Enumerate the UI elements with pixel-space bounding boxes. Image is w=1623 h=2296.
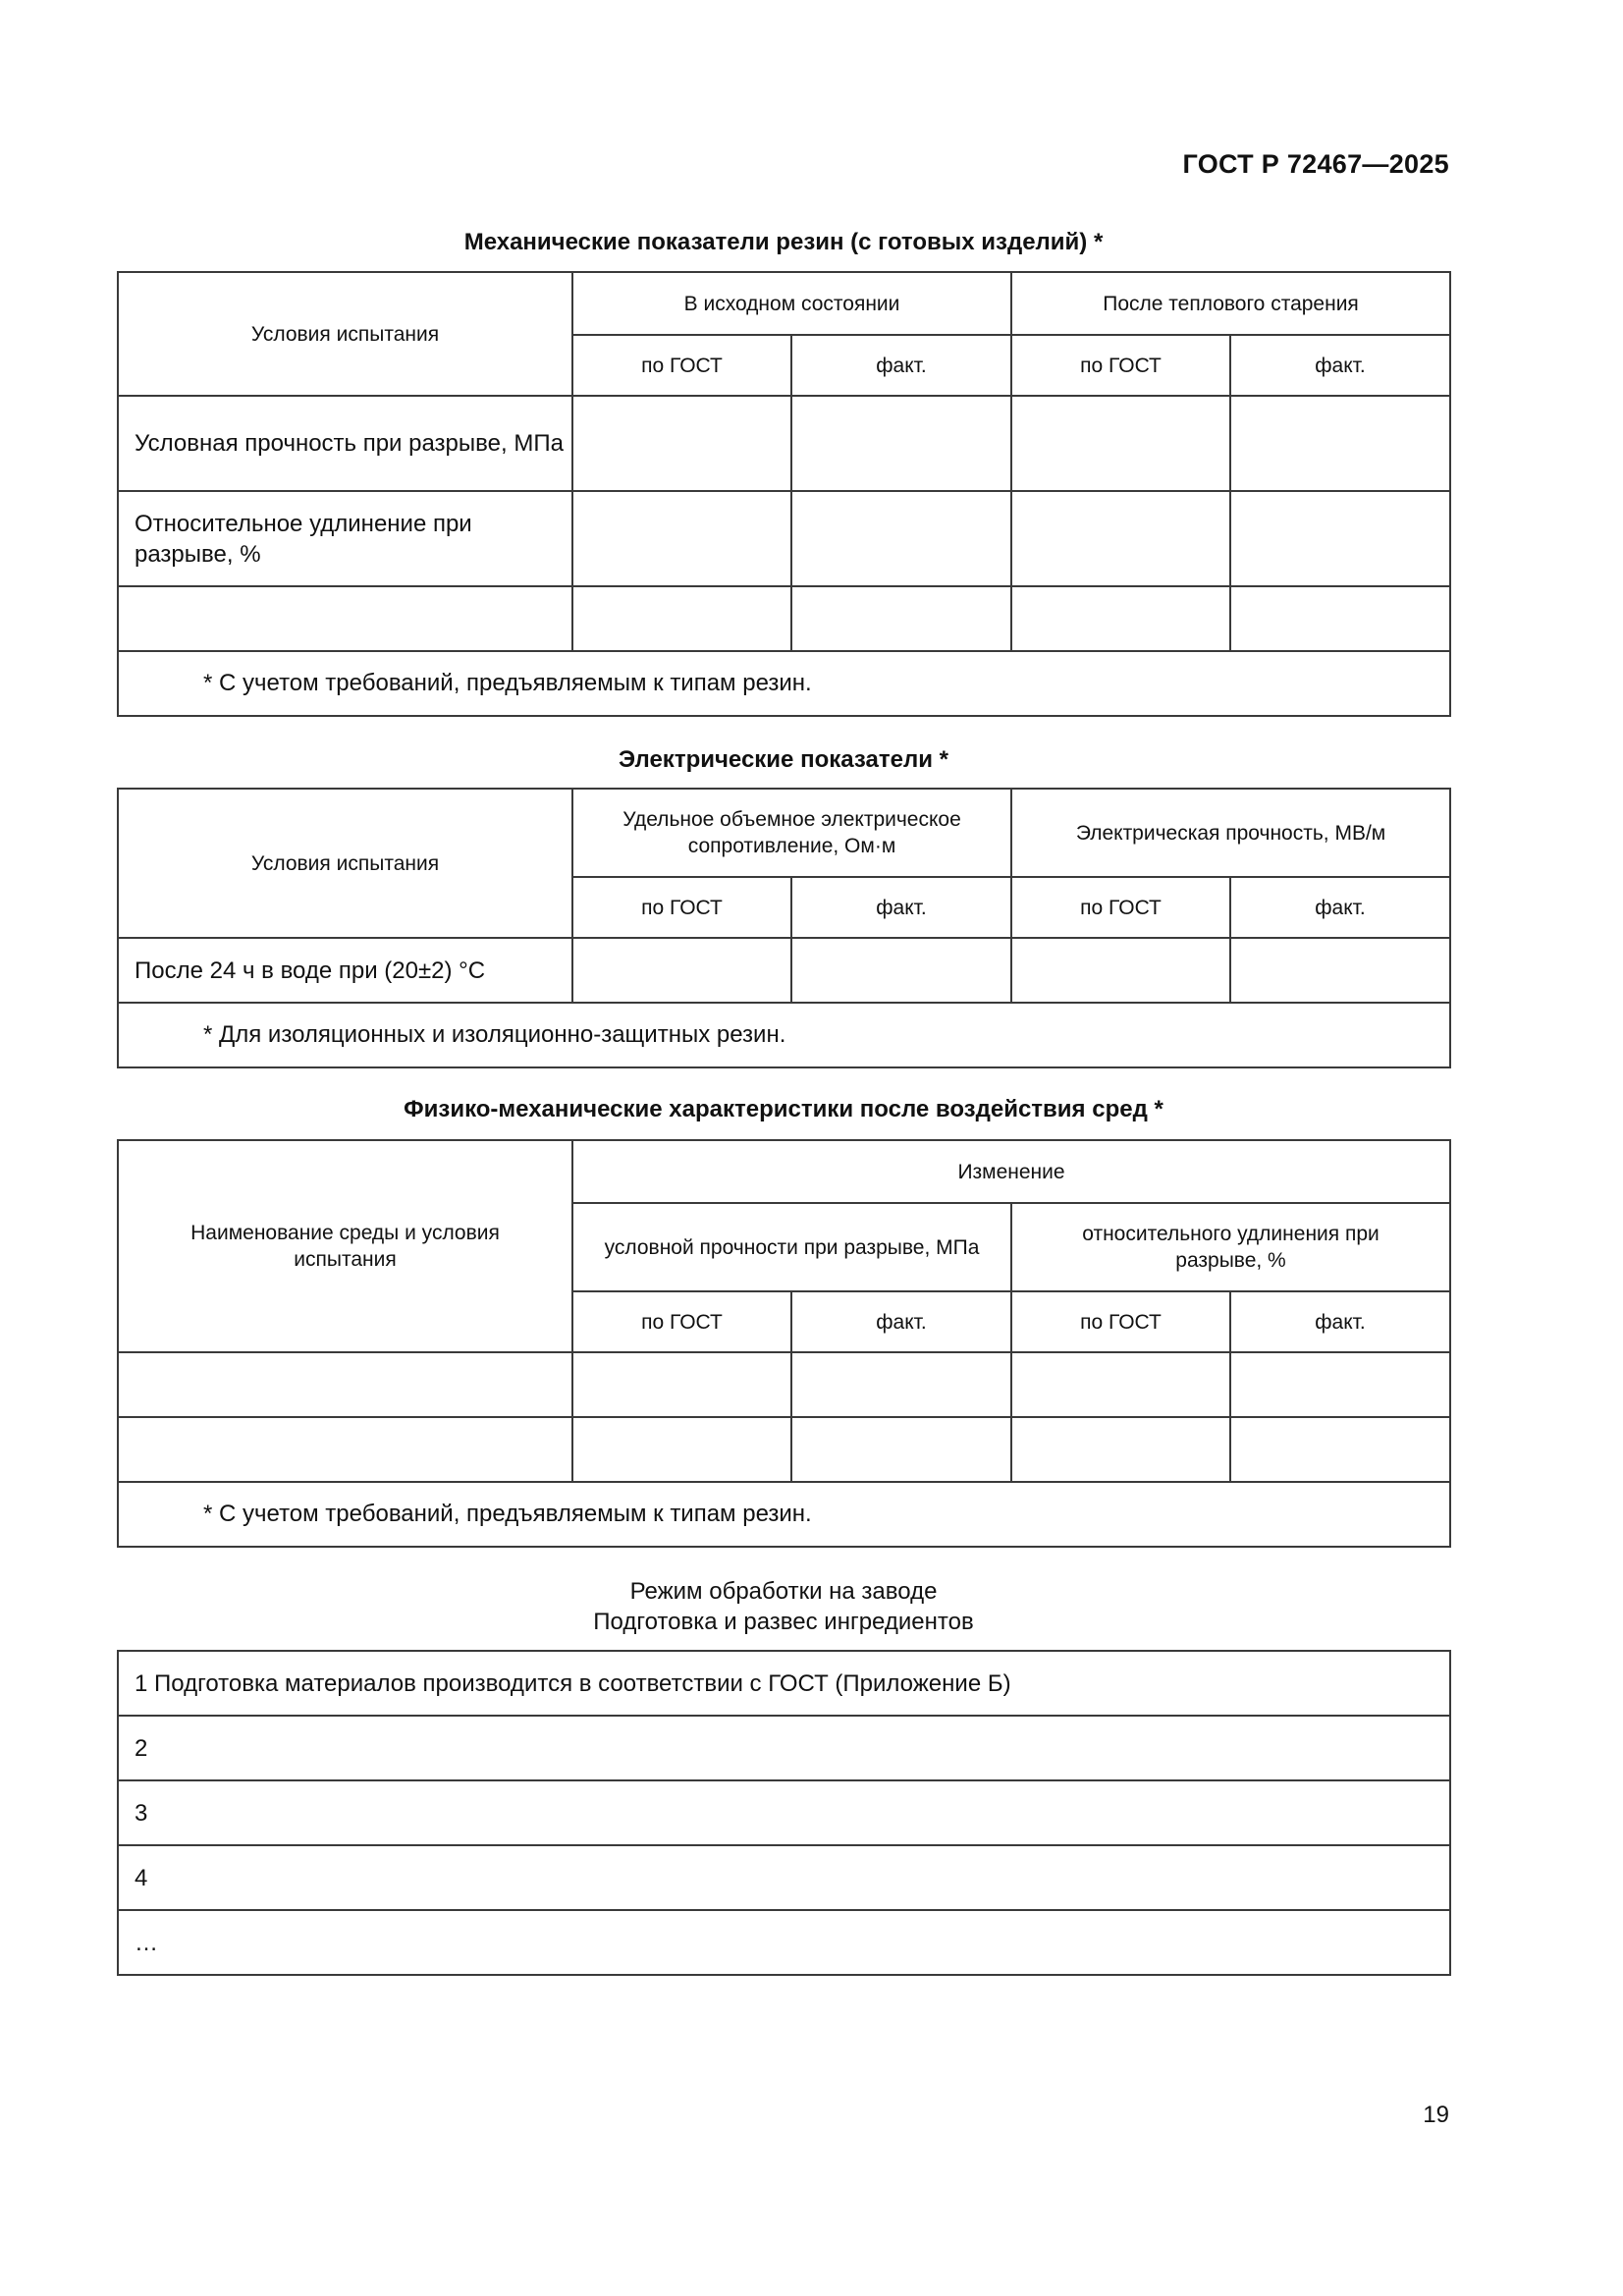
electrical-footnote: * Для изоляционных и изоляционно-защитных резин.: [118, 1003, 1450, 1067]
table-cell: [118, 1417, 572, 1482]
table-cell: [1011, 1417, 1230, 1482]
table-cell: [1011, 586, 1230, 651]
list-item: [118, 1845, 1450, 1910]
electrical-row-label: После 24 ч в воде при (20±2) °С: [118, 938, 572, 1003]
table-row: [118, 586, 1450, 651]
electrical-subheader-gost: по ГОСТ: [572, 877, 791, 938]
mechanical-row-label: [118, 586, 572, 651]
mechanical-table: [117, 271, 1451, 717]
table-row: [118, 1352, 1450, 1417]
physmech-header-change: Изменение: [572, 1140, 1450, 1203]
page-number: 19: [1423, 2102, 1449, 2128]
electrical-table-title: Электрические показатели *: [619, 746, 948, 773]
electrical-header-strength: Электрическая прочность, МВ/м: [1011, 789, 1450, 877]
table-cell: [791, 938, 1011, 1003]
mechanical-subheader-fact: факт.: [1230, 335, 1450, 396]
physmech-table-title: Физико-механические характеристики после воздействия сред *: [404, 1096, 1163, 1122]
mechanical-header-conditions: Условия испытания: [118, 272, 572, 396]
processing-step: 3: [118, 1780, 1450, 1845]
table-cell: [1230, 586, 1450, 651]
physmech-subheader-elongation: относительного удлинения при разрыве, %: [1011, 1203, 1450, 1291]
list-item: [118, 1910, 1450, 1975]
list-item: [118, 1780, 1450, 1845]
table-cell: [791, 396, 1011, 491]
table-row: [118, 938, 1450, 1003]
processing-title: Режим обработки на заводе: [629, 1578, 938, 1605]
electrical-subheader-fact: факт.: [791, 877, 1011, 938]
list-item: [118, 1716, 1450, 1780]
table-cell: [1230, 1417, 1450, 1482]
table-cell: [1011, 938, 1230, 1003]
table-cell: [1230, 491, 1450, 586]
table-cell: [791, 1417, 1011, 1482]
table-row: [118, 396, 1450, 491]
table-cell: [1230, 938, 1450, 1003]
table-cell: [791, 491, 1011, 586]
table-cell: [791, 586, 1011, 651]
physmech-subheader-strength: условной прочности при разрыве, МПа: [572, 1203, 1011, 1291]
processing-step: 4: [118, 1845, 1450, 1910]
table-cell: [1230, 396, 1450, 491]
processing-step: 1 Подготовка материалов производится в соответствии с ГОСТ (Приложение Б): [118, 1651, 1450, 1716]
table-cell: [572, 491, 791, 586]
table-cell: [572, 396, 791, 491]
physmech-subheader-fact: факт.: [791, 1291, 1011, 1352]
table-cell: [1011, 491, 1230, 586]
table-cell: [1011, 1352, 1230, 1417]
processing-step: 2: [118, 1716, 1450, 1780]
mechanical-subheader-gost: по ГОСТ: [1011, 335, 1230, 396]
electrical-subheader-fact: факт.: [1230, 877, 1450, 938]
electrical-subheader-gost: по ГОСТ: [1011, 877, 1230, 938]
mechanical-subheader-fact: факт.: [791, 335, 1011, 396]
table-cell: [572, 1352, 791, 1417]
standard-header: ГОСТ Р 72467—2025: [1182, 149, 1449, 179]
mechanical-footnote: * С учетом требований, предъявляемым к типам резин.: [118, 651, 1450, 716]
mechanical-row-label: Условная прочность при разрыве, МПа: [118, 396, 572, 491]
mechanical-row-label: Относительное удлинение при разрыве, %: [118, 491, 572, 586]
physmech-subheader-gost: по ГОСТ: [572, 1291, 791, 1352]
physmech-footnote: * С учетом требований, предъявляемым к типам резин.: [118, 1482, 1450, 1547]
table-cell: [572, 938, 791, 1003]
table-row: [118, 1417, 1450, 1482]
mechanical-header-initial: В исходном состоянии: [572, 272, 1011, 335]
electrical-header-resistivity: Удельное объемное электрическое сопротивление, Ом·м: [572, 789, 1011, 877]
physmech-header-medium: Наименование среды и условия испытания: [118, 1140, 572, 1352]
physmech-table: [117, 1139, 1451, 1548]
table-cell: [1011, 396, 1230, 491]
mechanical-subheader-gost: по ГОСТ: [572, 335, 791, 396]
table-cell: [118, 1352, 572, 1417]
table-cell: [572, 1417, 791, 1482]
table-cell: [791, 1352, 1011, 1417]
electrical-table: [117, 788, 1451, 1068]
mechanical-table-title: Механические показатели резин (с готовых изделий) *: [463, 229, 1104, 255]
list-item: [118, 1651, 1450, 1716]
electrical-header-conditions: Условия испытания: [118, 789, 572, 938]
processing-subtitle: Подготовка и развес ингредиентов: [593, 1609, 974, 1635]
physmech-subheader-gost: по ГОСТ: [1011, 1291, 1230, 1352]
processing-step: …: [118, 1910, 1450, 1975]
processing-table: [117, 1650, 1451, 1976]
table-cell: [572, 586, 791, 651]
mechanical-header-aging: После теплового старения: [1011, 272, 1450, 335]
table-row: [118, 491, 1450, 586]
physmech-subheader-fact: факт.: [1230, 1291, 1450, 1352]
table-cell: [1230, 1352, 1450, 1417]
